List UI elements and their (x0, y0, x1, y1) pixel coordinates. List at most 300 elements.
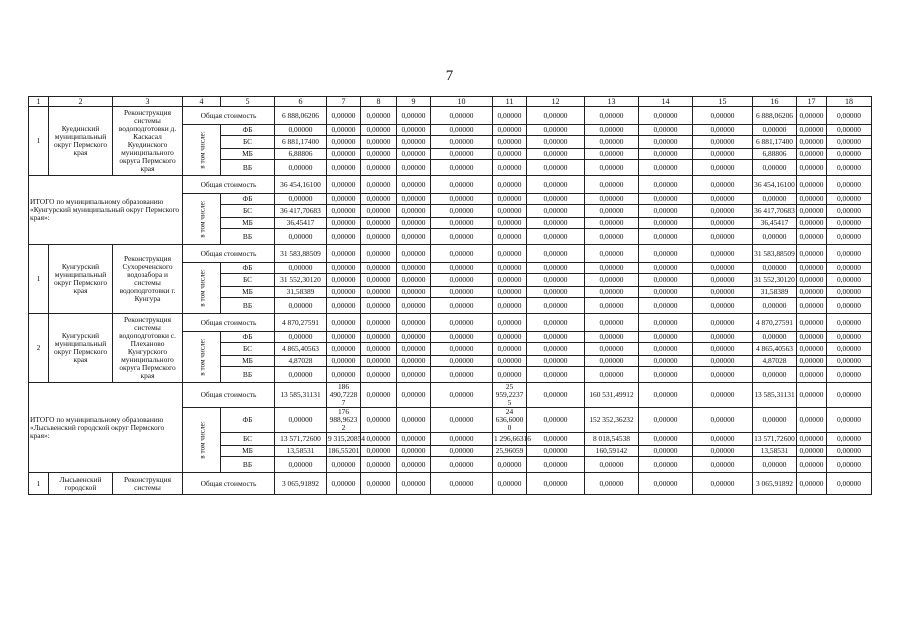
value-cell: 24 636,60000 (493, 408, 527, 433)
value-cell: 0,00000 (397, 314, 431, 332)
funding-source: ВБ (221, 457, 275, 473)
value-cell: 0,00000 (639, 218, 693, 229)
table-row (29, 383, 872, 408)
value-cell: 4,87028 (753, 356, 797, 367)
value-cell: 0,00000 (397, 446, 431, 457)
value-cell: 0,00000 (361, 457, 397, 473)
value-cell: 31,58389 (753, 287, 797, 298)
value-cell: 0,00000 (585, 343, 639, 356)
table-row (29, 245, 872, 263)
value-cell: 6 888,06206 (275, 107, 327, 125)
value-cell: 0,00000 (361, 274, 397, 287)
value-cell: 0,00000 (327, 367, 361, 383)
cost-type: Общая стоимость (183, 314, 275, 332)
column-number: 13 (585, 97, 639, 107)
value-cell: 8 018,54538 (585, 433, 639, 446)
column-number: 1 (29, 97, 49, 107)
value-cell: 0,00000 (693, 245, 753, 263)
value-cell: 3 065,91892 (275, 473, 327, 495)
value-cell: 0,00000 (585, 205, 639, 218)
value-cell: 0,00000 (327, 343, 361, 356)
value-cell: 0,00000 (397, 367, 431, 383)
value-cell: 0,00000 (753, 229, 797, 245)
value-cell: 0,00000 (397, 298, 431, 314)
including-text: в том числе: (198, 200, 207, 238)
value-cell: 0,00000 (493, 263, 527, 274)
value-cell: 0,00000 (527, 149, 585, 160)
value-cell: 0,00000 (275, 298, 327, 314)
value-cell: 0,00000 (431, 218, 493, 229)
value-cell: 0,00000 (493, 176, 527, 194)
value-cell: 0,00000 (797, 383, 827, 408)
value-cell: 0,00000 (827, 383, 872, 408)
value-cell: 0,00000 (527, 125, 585, 136)
budget-table (28, 96, 872, 495)
value-cell: 0,00000 (397, 205, 431, 218)
column-number: 15 (693, 97, 753, 107)
value-cell: 0,00000 (493, 218, 527, 229)
value-cell: 0,00000 (361, 125, 397, 136)
value-cell: 0,00000 (827, 408, 872, 433)
value-cell: 0,00000 (693, 125, 753, 136)
value-cell: 0,00000 (693, 136, 753, 149)
value-cell: 0,00000 (327, 263, 361, 274)
value-cell: 0,00000 (639, 367, 693, 383)
value-cell: 0,00000 (275, 408, 327, 433)
value-cell: 0,00000 (327, 107, 361, 125)
value-cell: 0,00000 (275, 263, 327, 274)
value-cell: 0,00000 (527, 433, 585, 446)
value-cell: 0,00000 (361, 229, 397, 245)
value-cell: 36 454,16100 (753, 176, 797, 194)
value-cell: 0,00000 (827, 245, 872, 263)
value-cell: 0,00000 (797, 408, 827, 433)
funding-source: БС (221, 274, 275, 287)
value-cell: 0,00000 (639, 332, 693, 343)
value-cell: 0,00000 (797, 107, 827, 125)
value-cell: 0,00000 (639, 160, 693, 176)
value-cell: 0,00000 (397, 136, 431, 149)
value-cell: 0,00000 (361, 343, 397, 356)
value-cell: 0,00000 (327, 314, 361, 332)
value-cell: 0,00000 (827, 332, 872, 343)
value-cell: 0,00000 (493, 287, 527, 298)
value-cell: 0,00000 (797, 457, 827, 473)
value-cell: 0,00000 (431, 194, 493, 205)
column-number: 10 (431, 97, 493, 107)
column-number: 9 (397, 97, 431, 107)
value-cell: 0,00000 (827, 343, 872, 356)
value-cell: 0,00000 (797, 245, 827, 263)
value-cell: 0,00000 (431, 107, 493, 125)
value-cell: 6 888,06206 (753, 107, 797, 125)
value-cell: 31 552,30120 (275, 274, 327, 287)
object-name: Реконструкция системы водоподготовки д. Кaскасал Куединского муниципального округа Пермского края (113, 107, 183, 176)
value-cell: 31 583,88509 (275, 245, 327, 263)
value-cell: 0,00000 (585, 160, 639, 176)
value-cell: 0,00000 (797, 343, 827, 356)
value-cell: 0,00000 (527, 245, 585, 263)
value-cell: 0,00000 (693, 287, 753, 298)
value-cell: 0,00000 (527, 218, 585, 229)
value-cell: 0,00000 (431, 274, 493, 287)
value-cell: 0,00000 (275, 367, 327, 383)
value-cell: 0,00000 (431, 332, 493, 343)
value-cell: 3 065,91892 (753, 473, 797, 495)
value-cell: 0,00000 (327, 125, 361, 136)
value-cell: 0,00000 (327, 205, 361, 218)
column-number: 7 (327, 97, 361, 107)
value-cell: 0,00000 (361, 314, 397, 332)
value-cell: 0,00000 (397, 149, 431, 160)
value-cell: 0,00000 (527, 457, 585, 473)
value-cell: 0,00000 (797, 367, 827, 383)
value-cell: 0,00000 (827, 298, 872, 314)
funding-source: МБ (221, 446, 275, 457)
column-number: 11 (493, 97, 527, 107)
value-cell: 13 571,72600 (753, 433, 797, 446)
value-cell: 0,00000 (431, 160, 493, 176)
value-cell: 0,00000 (361, 194, 397, 205)
funding-source: МБ (221, 287, 275, 298)
value-cell: 0,00000 (753, 457, 797, 473)
value-cell: 31 552,30120 (753, 274, 797, 287)
value-cell: 0,00000 (827, 274, 872, 287)
value-cell: 36 417,70683 (753, 205, 797, 218)
value-cell: 36 417,70683 (275, 205, 327, 218)
value-cell: 0,00000 (827, 229, 872, 245)
value-cell: 0,00000 (827, 194, 872, 205)
value-cell: 0,00000 (639, 343, 693, 356)
table-row (29, 107, 872, 125)
funding-source: БС (221, 433, 275, 446)
value-cell: 186 490,72287 (327, 383, 361, 408)
value-cell: 0,00000 (693, 473, 753, 495)
value-cell: 4 870,27591 (753, 314, 797, 332)
including-text: в том числе: (198, 131, 207, 169)
funding-source: БС (221, 205, 275, 218)
value-cell: 160,59142 (585, 446, 639, 457)
cost-type: Общая стоимость (183, 473, 275, 495)
value-cell: 0,00000 (693, 433, 753, 446)
value-cell: 0,00000 (327, 229, 361, 245)
value-cell: 0,00000 (361, 433, 397, 446)
value-cell: 0,00000 (327, 176, 361, 194)
value-cell: 0,00000 (693, 149, 753, 160)
value-cell: 0,00000 (639, 383, 693, 408)
value-cell: 0,00000 (361, 218, 397, 229)
value-cell: 0,00000 (361, 383, 397, 408)
value-cell: 0,00000 (585, 125, 639, 136)
value-cell: 0,00000 (493, 314, 527, 332)
value-cell: 0,00000 (639, 263, 693, 274)
value-cell: 0,00000 (361, 332, 397, 343)
value-cell: 0,00000 (753, 125, 797, 136)
value-cell: 6,88806 (753, 149, 797, 160)
table-row (29, 473, 872, 495)
value-cell: 0,00000 (797, 125, 827, 136)
value-cell: 0,00000 (693, 205, 753, 218)
value-cell: 36 454,16100 (275, 176, 327, 194)
value-cell: 9 315,20854 (327, 433, 361, 446)
value-cell: 0,00000 (431, 245, 493, 263)
value-cell: 0,00000 (827, 107, 872, 125)
value-cell: 0,00000 (585, 136, 639, 149)
funding-source: ФБ (221, 125, 275, 136)
value-cell: 0,00000 (327, 149, 361, 160)
value-cell: 0,00000 (693, 298, 753, 314)
value-cell: 0,00000 (693, 446, 753, 457)
value-cell: 0,00000 (639, 107, 693, 125)
funding-source: МБ (221, 356, 275, 367)
row-number: 1 (29, 107, 49, 176)
row-number: 2 (29, 314, 49, 383)
value-cell: 0,00000 (397, 218, 431, 229)
value-cell: 0,00000 (527, 356, 585, 367)
value-cell: 0,00000 (797, 194, 827, 205)
value-cell: 0,00000 (797, 356, 827, 367)
value-cell: 0,00000 (327, 274, 361, 287)
value-cell: 0,00000 (361, 446, 397, 457)
value-cell: 0,00000 (397, 229, 431, 245)
value-cell: 176 988,96232 (327, 408, 361, 433)
value-cell: 13 585,31131 (753, 383, 797, 408)
value-cell: 25,96059 (493, 446, 527, 457)
value-cell: 0,00000 (639, 136, 693, 149)
value-cell: 0,00000 (693, 160, 753, 176)
value-cell: 0,00000 (693, 229, 753, 245)
value-cell: 0,00000 (693, 194, 753, 205)
value-cell: 0,00000 (639, 408, 693, 433)
value-cell: 0,00000 (527, 205, 585, 218)
value-cell: 0,00000 (431, 356, 493, 367)
value-cell: 0,00000 (797, 205, 827, 218)
value-cell: 0,00000 (753, 332, 797, 343)
value-cell: 0,00000 (431, 433, 493, 446)
value-cell: 0,00000 (361, 245, 397, 263)
including-label (183, 125, 221, 176)
value-cell: 0,00000 (431, 205, 493, 218)
value-cell: 6,88806 (275, 149, 327, 160)
value-cell: 0,00000 (493, 136, 527, 149)
column-number: 5 (221, 97, 275, 107)
value-cell: 0,00000 (327, 218, 361, 229)
value-cell: 0,00000 (827, 125, 872, 136)
value-cell: 160 531,49912 (585, 383, 639, 408)
value-cell: 0,00000 (639, 274, 693, 287)
value-cell: 0,00000 (693, 332, 753, 343)
value-cell: 0,00000 (693, 343, 753, 356)
value-cell: 0,00000 (827, 446, 872, 457)
value-cell: 0,00000 (693, 367, 753, 383)
value-cell: 0,00000 (797, 229, 827, 245)
value-cell: 0,00000 (397, 263, 431, 274)
value-cell: 0,00000 (585, 274, 639, 287)
funding-source: ВБ (221, 229, 275, 245)
value-cell: 0,00000 (527, 473, 585, 495)
value-cell: 0,00000 (493, 332, 527, 343)
value-cell: 0,00000 (693, 457, 753, 473)
cost-type: Общая стоимость (183, 245, 275, 263)
value-cell: 6 881,17400 (753, 136, 797, 149)
value-cell: 0,00000 (639, 356, 693, 367)
value-cell: 0,00000 (827, 160, 872, 176)
value-cell: 0,00000 (327, 287, 361, 298)
value-cell: 0,00000 (275, 125, 327, 136)
value-cell: 0,00000 (327, 136, 361, 149)
value-cell: 0,00000 (585, 332, 639, 343)
value-cell: 0,00000 (797, 149, 827, 160)
value-cell: 0,00000 (361, 263, 397, 274)
value-cell: 0,00000 (361, 176, 397, 194)
including-label (183, 194, 221, 245)
value-cell: 13 585,31131 (275, 383, 327, 408)
value-cell: 31 583,88509 (753, 245, 797, 263)
value-cell: 0,00000 (827, 136, 872, 149)
value-cell: 0,00000 (693, 107, 753, 125)
column-number: 17 (797, 97, 827, 107)
value-cell: 0,00000 (361, 136, 397, 149)
value-cell: 0,00000 (275, 457, 327, 473)
value-cell: 0,00000 (639, 205, 693, 218)
value-cell: 0,00000 (527, 274, 585, 287)
value-cell: 0,00000 (527, 343, 585, 356)
value-cell: 0,00000 (431, 136, 493, 149)
value-cell: 0,00000 (527, 194, 585, 205)
value-cell: 0,00000 (397, 457, 431, 473)
value-cell: 0,00000 (361, 367, 397, 383)
value-cell: 0,00000 (397, 107, 431, 125)
value-cell: 0,00000 (585, 263, 639, 274)
value-cell: 0,00000 (327, 298, 361, 314)
value-cell: 0,00000 (693, 274, 753, 287)
row-number: 1 (29, 245, 49, 314)
column-number: 6 (275, 97, 327, 107)
value-cell: 0,00000 (693, 356, 753, 367)
value-cell: 0,00000 (431, 287, 493, 298)
value-cell: 0,00000 (527, 107, 585, 125)
value-cell: 0,00000 (493, 298, 527, 314)
value-cell: 0,00000 (639, 287, 693, 298)
value-cell: 0,00000 (275, 194, 327, 205)
value-cell: 0,00000 (397, 125, 431, 136)
value-cell: 0,00000 (493, 149, 527, 160)
column-number: 14 (639, 97, 693, 107)
value-cell: 0,00000 (493, 229, 527, 245)
value-cell: 0,00000 (275, 229, 327, 245)
value-cell: 0,00000 (797, 287, 827, 298)
funding-source: ВБ (221, 298, 275, 314)
value-cell: 0,00000 (527, 332, 585, 343)
value-cell: 0,00000 (797, 160, 827, 176)
value-cell: 0,00000 (585, 473, 639, 495)
value-cell: 0,00000 (327, 160, 361, 176)
value-cell: 0,00000 (753, 160, 797, 176)
value-cell: 0,00000 (827, 356, 872, 367)
value-cell: 0,00000 (827, 218, 872, 229)
value-cell: 0,00000 (827, 149, 872, 160)
value-cell: 0,00000 (585, 245, 639, 263)
value-cell: 0,00000 (797, 433, 827, 446)
municipality-name: Лысьвенский городской (49, 473, 113, 495)
total-label: ИТОГО по муниципальному образованию «Лысьвенский городской округ Пермского края»: (29, 383, 183, 473)
including-label (183, 408, 221, 473)
value-cell: 0,00000 (585, 367, 639, 383)
value-cell: 0,00000 (753, 298, 797, 314)
value-cell: 0,00000 (361, 356, 397, 367)
value-cell: 0,00000 (493, 125, 527, 136)
value-cell: 0,00000 (361, 287, 397, 298)
value-cell: 4 870,27591 (275, 314, 327, 332)
value-cell: 0,00000 (527, 408, 585, 433)
value-cell: 0,00000 (827, 263, 872, 274)
value-cell: 0,00000 (397, 433, 431, 446)
value-cell: 13 571,72600 (275, 433, 327, 446)
value-cell: 13,58531 (275, 446, 327, 457)
value-cell: 0,00000 (397, 274, 431, 287)
value-cell: 0,00000 (753, 367, 797, 383)
value-cell: 0,00000 (493, 274, 527, 287)
value-cell: 0,00000 (361, 473, 397, 495)
value-cell: 0,00000 (431, 446, 493, 457)
column-number: 16 (753, 97, 797, 107)
value-cell: 0,00000 (397, 194, 431, 205)
value-cell: 0,00000 (693, 314, 753, 332)
value-cell: 0,00000 (275, 332, 327, 343)
value-cell: 0,00000 (493, 367, 527, 383)
value-cell: 6 881,17400 (275, 136, 327, 149)
value-cell: 0,00000 (493, 245, 527, 263)
value-cell: 0,00000 (585, 356, 639, 367)
column-number: 18 (827, 97, 872, 107)
value-cell: 0,00000 (797, 446, 827, 457)
value-cell: 0,00000 (527, 263, 585, 274)
value-cell: 0,00000 (827, 287, 872, 298)
value-cell: 0,00000 (493, 194, 527, 205)
value-cell: 0,00000 (585, 218, 639, 229)
value-cell: 0,00000 (397, 160, 431, 176)
value-cell: 0,00000 (753, 194, 797, 205)
funding-source: МБ (221, 218, 275, 229)
value-cell: 0,00000 (639, 457, 693, 473)
value-cell: 0,00000 (431, 367, 493, 383)
funding-source: ВБ (221, 160, 275, 176)
value-cell: 0,00000 (639, 245, 693, 263)
funding-source: ФБ (221, 263, 275, 274)
value-cell: 0,00000 (585, 229, 639, 245)
value-cell: 0,00000 (397, 356, 431, 367)
value-cell: 186,55201 (328, 446, 360, 455)
object-name: Реконструкция Сухореченского водозабора и системы водоподготовки г. Кунгура (113, 245, 183, 314)
value-cell: 0,00000 (585, 457, 639, 473)
including-label (183, 332, 221, 383)
cost-type: Общая стоимость (183, 176, 275, 194)
value-cell: 0,00000 (527, 298, 585, 314)
column-number: 8 (361, 97, 397, 107)
value-cell: 0,00000 (527, 383, 585, 408)
total-label: ИТОГО по муниципальному образованию «Кунгурский муниципальный округ Пермского края»: (29, 176, 183, 245)
value-cell: 0,00000 (493, 457, 527, 473)
value-cell: 0,00000 (585, 149, 639, 160)
including-text: в том числе: (198, 421, 207, 459)
value-cell: 0,00000 (753, 408, 797, 433)
column-number: 3 (113, 97, 183, 107)
value-cell: 0,00000 (361, 298, 397, 314)
value-cell: 0,00000 (431, 383, 493, 408)
value-cell: 36,45417 (753, 218, 797, 229)
value-cell: 0,00000 (527, 229, 585, 245)
including-label (183, 263, 221, 314)
